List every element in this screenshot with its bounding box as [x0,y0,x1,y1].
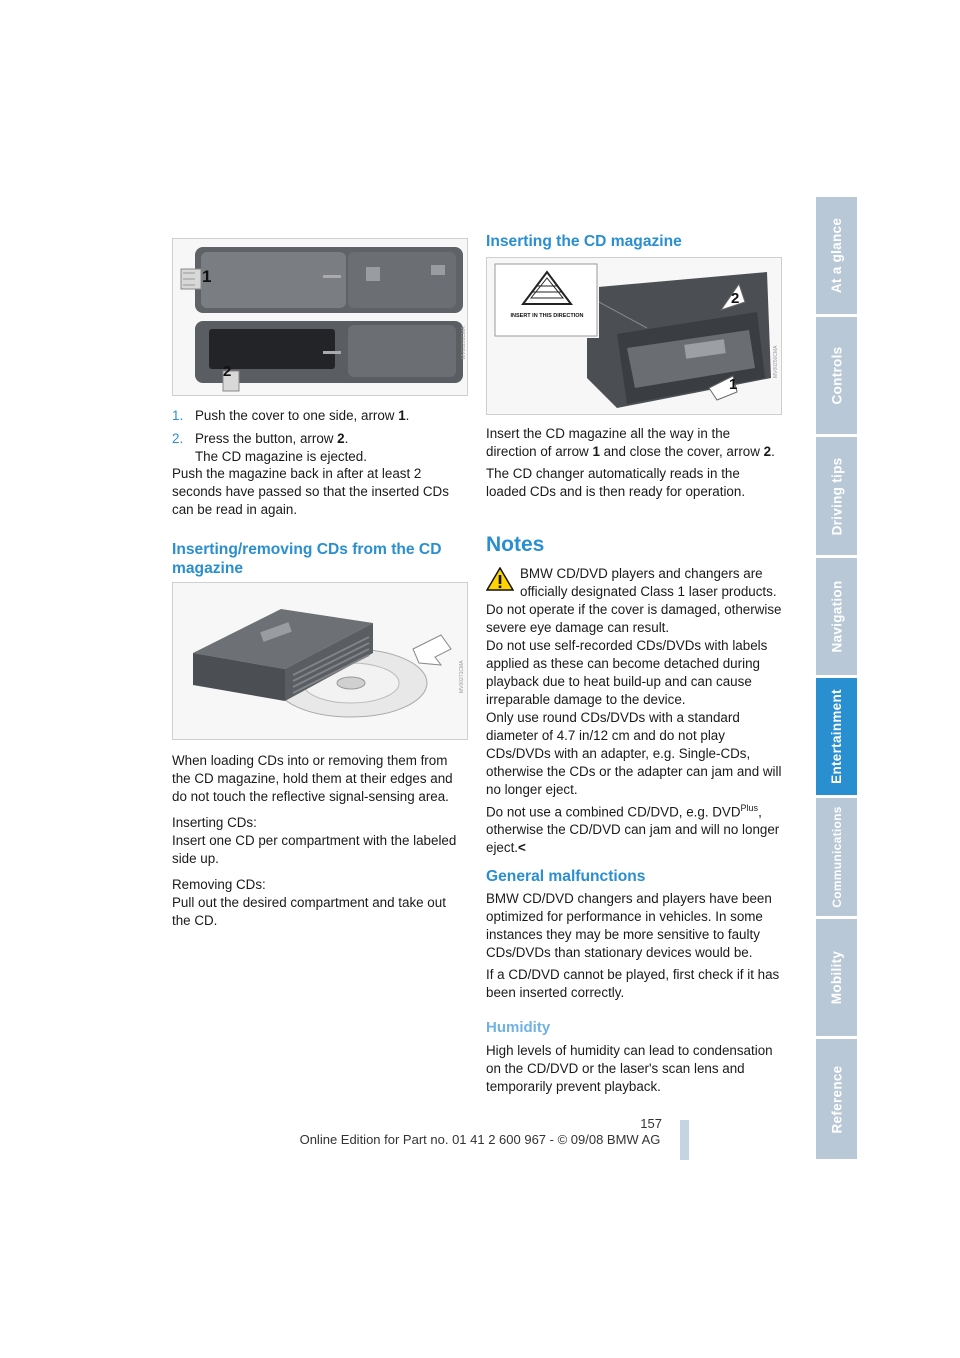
page-number: 157 [640,1116,662,1131]
notes-paragraph-3: Only use round CDs/DVDs with a standard diameter of 4.7 in/12 cm and do not play CDs/DVDs with an adapter, e.g. Single-CDs, otherwise the CDs or the adapter can jam and will no longer eject. [486,710,782,797]
footer-edition: Online Edition for Part no. 01 41 2 600 967 - © 09/08 BMW AG [299,1132,661,1147]
step-2-result: The CD magazine is ejected. [195,449,367,464]
sidebar-tab-at-a-glance[interactable]: At a glance [816,197,857,314]
inserting-label: Inserting CDs: [172,815,257,830]
svg-text:MV00271CMA: MV00271CMA [459,660,465,693]
inserting-text: Insert one CD per compartment with the labeled side up. [172,833,457,866]
sidebar-tab-driving-tips[interactable]: Driving tips [816,437,857,555]
humidity-text: High levels of humidity can lead to condensation on the CD/DVD or the laser's scan lens and temporarily prevent playback. [486,1043,773,1094]
malfunctions-text-1: BMW CD/DVD changers and players have been optimized for performance in vehicles. In some instances they may be more sensitive to faulty CDs/DVDs than stationary devices would be. [486,891,772,960]
notes-block [486,565,782,857]
arrow-1-label: 1 [202,267,212,286]
arrow-2-label: 2 [223,363,232,380]
push-back-text: Push the magazine back in after at least 2 seconds have passed so that the inserted CDs can be read in again. [172,466,449,517]
malfunctions-title: General malfunctions [486,868,646,885]
insert-magazine-text: Insert the CD magazine all the way in the direction of arrow 1 and close the cover, arrow 2. [486,426,775,459]
notes-paragraph-2: Do not use self-recorded CDs/DVDs with labels applied as these can become detached during playback due to heat build-up and can cause irreparable damage to the device. [486,638,768,707]
sidebar-tab-communications[interactable]: Communications [816,798,857,916]
section-title-inserting-magazine: Inserting the CD magazine [486,233,682,250]
svg-text:MV00201CMA: MV00201CMA [461,326,467,359]
step-1: 1. Push the cover to one side, arrow 1. [172,408,410,423]
figure-inserting-magazine [486,257,782,415]
insert-direction-label: INSERT IN THIS DIRECTION [510,313,584,319]
steps-list [172,407,468,466]
changer-text: The CD changer automatically reads in the loaded CDs and is then ready for operation. [486,466,746,499]
notes-paragraph-4: Do not use a combined CD/DVD, e.g. $DVD^{Plus}$, otherwise the CD/DVD can jam and will no longer eject.< [486,803,780,856]
sidebar-tab-reference[interactable]: Reference [816,1039,857,1159]
removing-label: Removing CDs: [172,877,266,892]
humidity-title: Humidity [486,1019,551,1036]
warning-icon [486,567,514,591]
sidebar-tab-entertainment[interactable]: Entertainment [816,678,857,795]
loading-text: When loading CDs into or removing them from the CD magazine, hold them at their edges and do not touch the reflective signal-sensing area. [172,753,453,804]
notes-paragraph-1: BMW CD/DVD players and changers are officially designated Class 1 laser products. Do not operate if the cover is damaged, otherwise severe eye damage can result. [486,566,782,635]
arrow-2-label: 2 [731,290,740,307]
sidebar-tab-navigation[interactable]: Navigation [816,558,857,675]
notes-title: Notes [486,533,545,556]
svg-text:MV00250CMA: MV00250CMA [773,345,779,378]
section-title-cd-magazine: Inserting/removing CDs from the CD magazine [172,541,442,577]
sidebar-tab-mobility[interactable]: Mobility [816,919,857,1036]
figure-cd-changer-cover [172,238,468,396]
arrow-1-label: 1 [729,376,738,393]
sidebar-tab-controls[interactable]: Controls [816,317,857,434]
malfunctions-text-2: If a CD/DVD cannot be played, first check if it has been inserted correctly. [486,967,780,1000]
removing-text: Pull out the desired compartment and take out the CD. [172,895,446,928]
step-2: 2. Press the button, arrow 2. [172,431,349,446]
figure-cd-magazine-tray [172,582,468,740]
